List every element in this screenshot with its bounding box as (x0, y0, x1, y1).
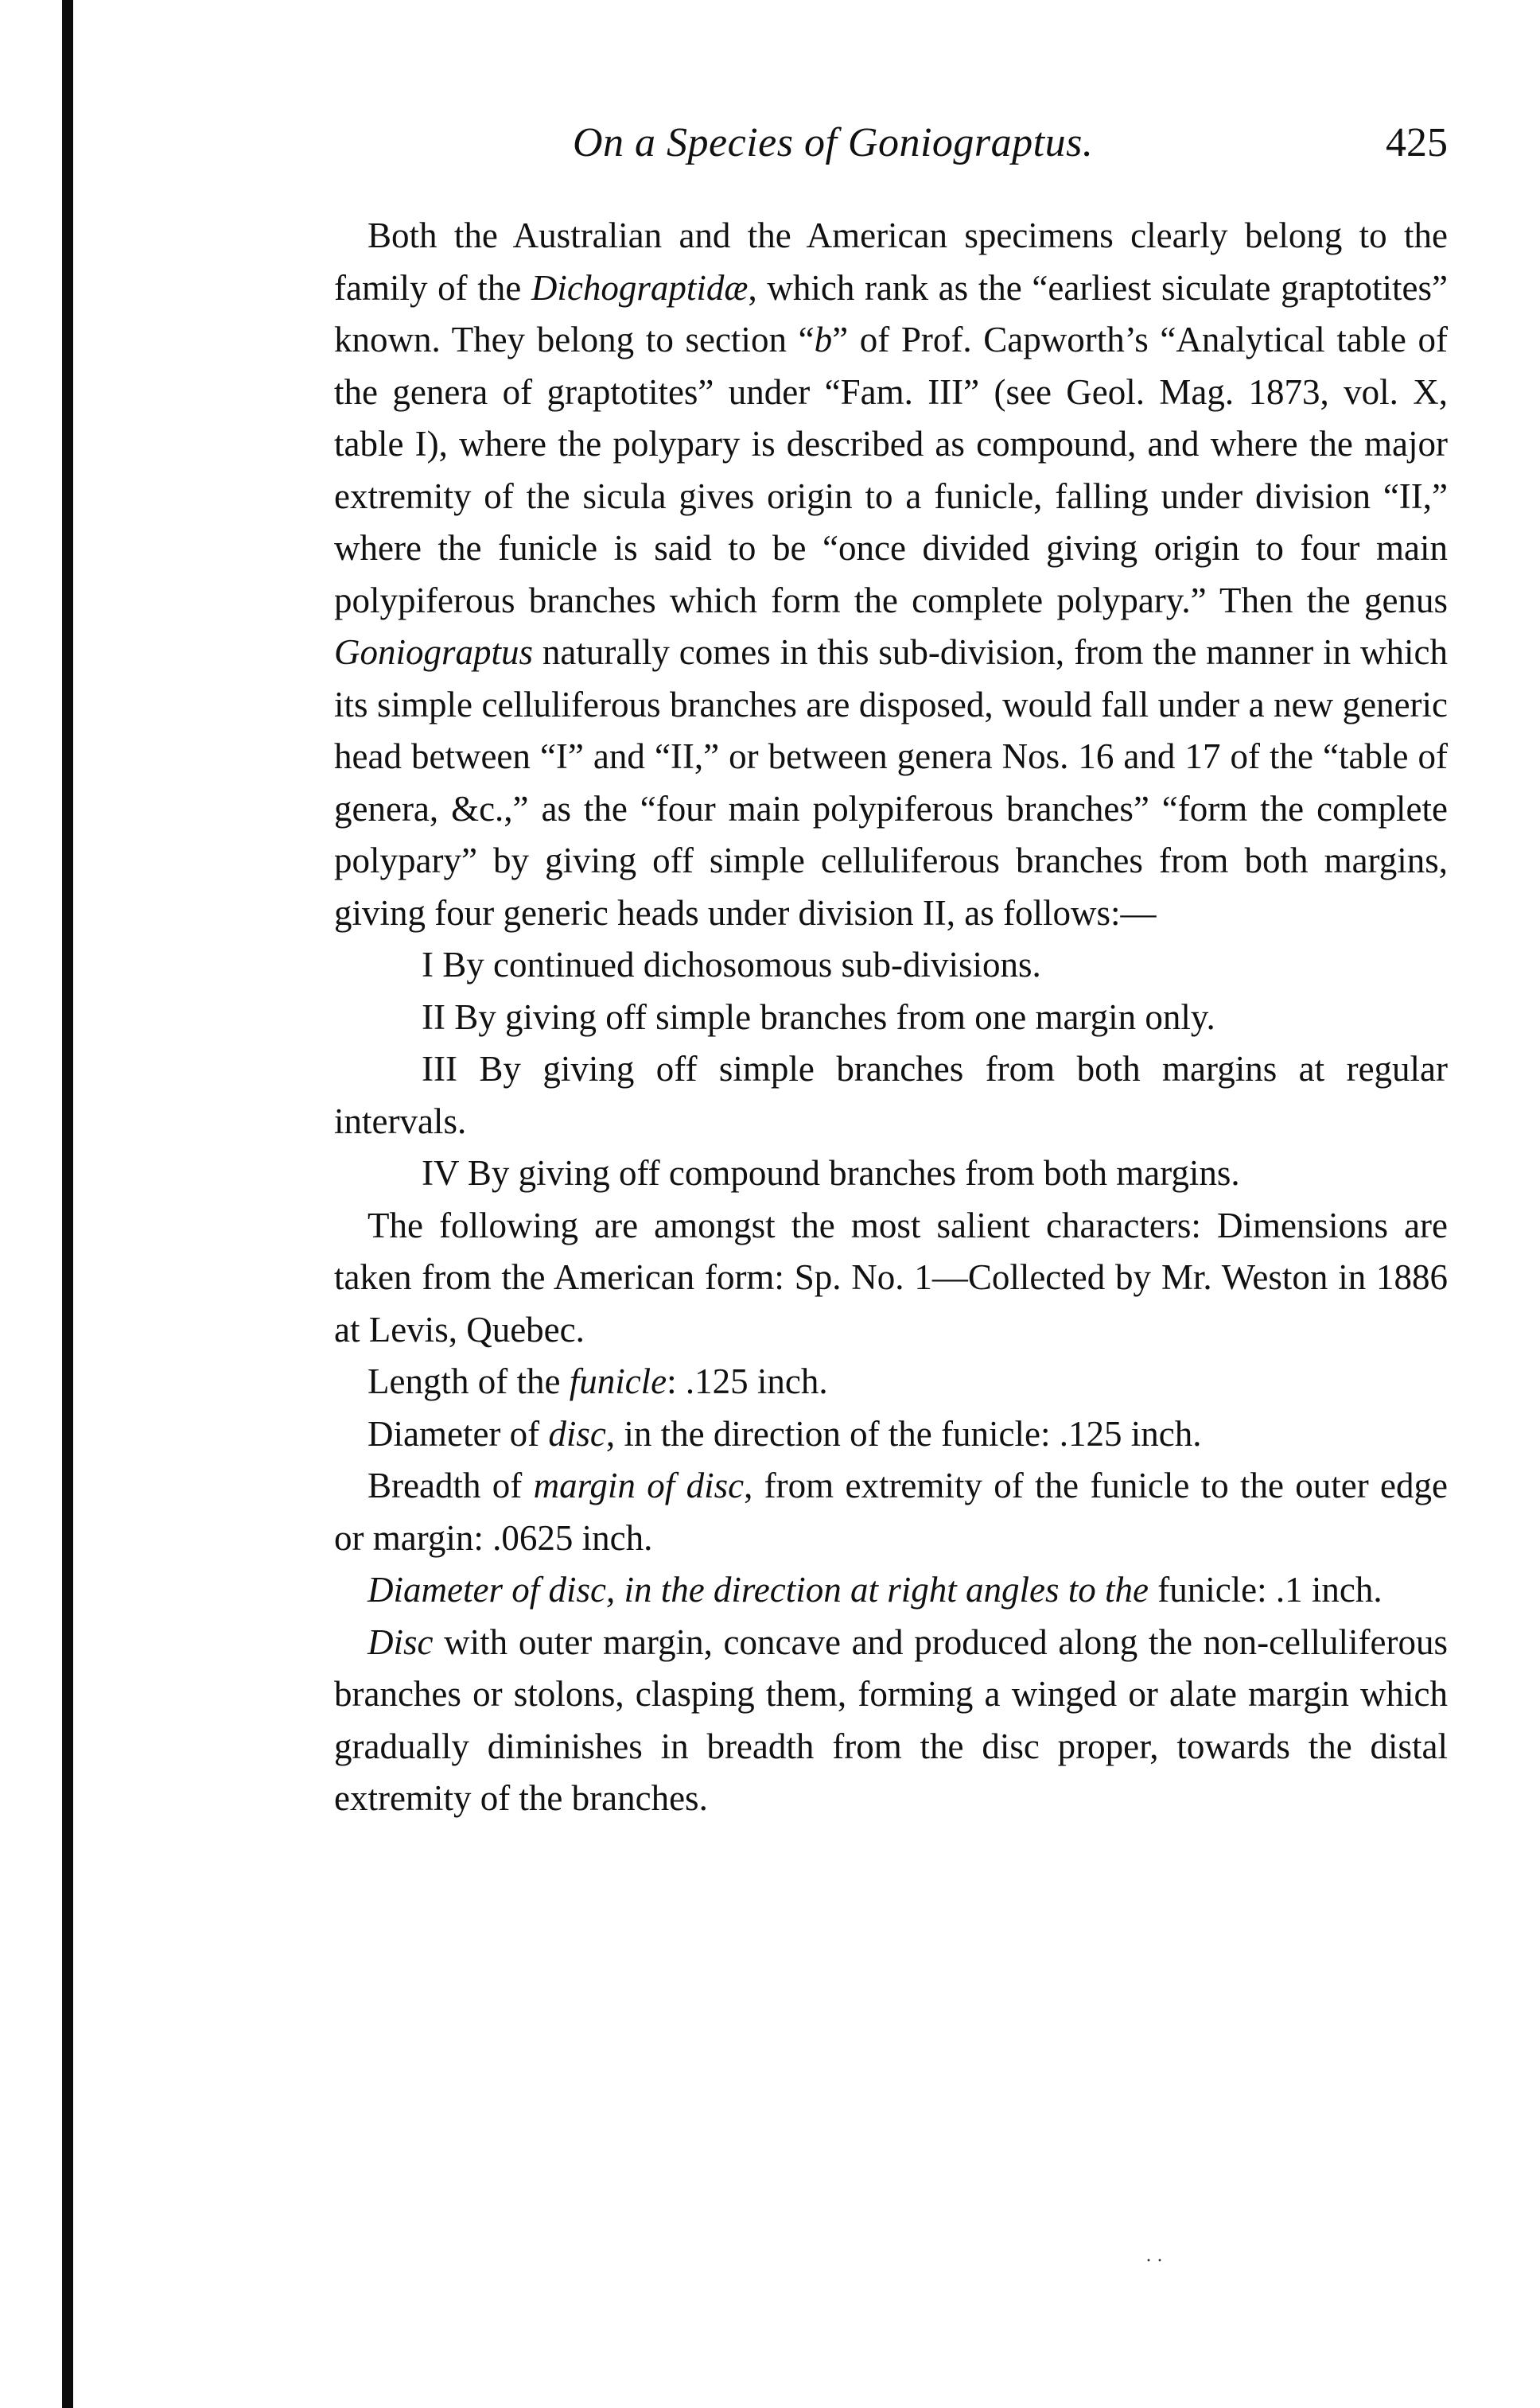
italic-run: disc (548, 1413, 606, 1454)
italic-run: funicle (569, 1361, 667, 1401)
italic-run: margin of disc (533, 1466, 745, 1505)
characters-intro (334, 1200, 1448, 1357)
text-run: Diameter of (368, 1413, 549, 1454)
measurement-item (334, 1617, 1448, 1825)
italic-run: Dichograptidæ (531, 267, 749, 308)
measurement-item (334, 1408, 1448, 1461)
italic-run: Diameter of disc, in the direction at right angles to the (368, 1570, 1149, 1610)
italic-run: Disc (368, 1622, 434, 1662)
running-head (334, 119, 1448, 183)
binding-edge (62, 0, 73, 2408)
text-run: I By continued dichosomous sub-divisions. (422, 945, 1041, 985)
division-item (334, 1043, 1448, 1148)
italic-run: Goniograptus (334, 632, 534, 672)
text-run: with outer margin, concave and produced along the non-celluliferous branches or stolons, clasping them, forming a winged or alate margin which gradually diminishes in breadth from the disc proper, towards the distal extremity of the branches. (334, 1622, 1448, 1818)
text-run: : .125 inch. (667, 1361, 828, 1401)
text-run: ” of Prof. Capworth’s “Analytical table of the genera of graptotites” under “Fam. III” (see Geol. Mag. 1873, vol. X, table I), where the polypary is described as compound, and where the major extremity of the sicula gives origin to a funicle, falling under division “II,” where the funicle is said to be “once divided giving origin to four main polypiferous branches which form the complete polypary.” Then the genus (334, 320, 1449, 620)
text-run: IV By giving off compound branches from both margins. (422, 1153, 1240, 1193)
text-run: funicle: .1 inch. (1148, 1570, 1382, 1610)
division-list (334, 939, 1448, 1200)
measurement-item (334, 1564, 1448, 1617)
division-item (334, 992, 1448, 1044)
body-text (334, 210, 1448, 939)
running-title: On a Species of Goniograptus. (573, 120, 1094, 165)
italic-run: b (814, 320, 833, 359)
text-run: naturally comes in this sub-division, from the manner in which its simple celluliferous branches are disposed, would fall under a new generic head between “I” and “II,” or between genera Nos. 16 and 17 of the “table of genera, &c.,” as the “four main polypiferous branches” “form the complete polypary” by giving off simple celluliferous branches from both margins, giving four generic heads under division II, as follows:— (334, 632, 1448, 933)
text-run: , which rank as the “earliest siculate graptotites” known. They belong to section “ (334, 267, 1448, 359)
print-specks: · · (1145, 2251, 1163, 2271)
division-item (334, 1148, 1448, 1200)
paragraph (334, 1200, 1448, 1357)
text-run: Breadth of (368, 1466, 534, 1505)
text-run: Both the Australian and the American specimens clearly belong to the family of the (334, 216, 1448, 308)
measurement-item (334, 1356, 1448, 1408)
page-number: 425 (1386, 120, 1448, 165)
book-page (334, 119, 1448, 2330)
measurement-item (334, 1460, 1448, 1564)
text-run: II By giving off simple branches from one margin only. (422, 996, 1215, 1037)
text-run: The following are amongst the most salient characters: Dimensions are taken from the American form: Sp. No. 1—Collected by Mr. Weston in 1886 at Levis, Quebec. (334, 1205, 1448, 1350)
text-run: , in the direction of the funicle: .125 inch. (605, 1413, 1202, 1454)
paragraph (334, 210, 1448, 939)
division-item (334, 939, 1448, 992)
text-run: , from extremity of the funicle to the outer edge or margin: .0625 inch. (334, 1466, 1448, 1558)
text-run: Length of the (368, 1361, 570, 1401)
text-run: III By giving off simple branches from both margins at regular intervals. (334, 1049, 1448, 1141)
measurement-list (334, 1356, 1448, 1825)
